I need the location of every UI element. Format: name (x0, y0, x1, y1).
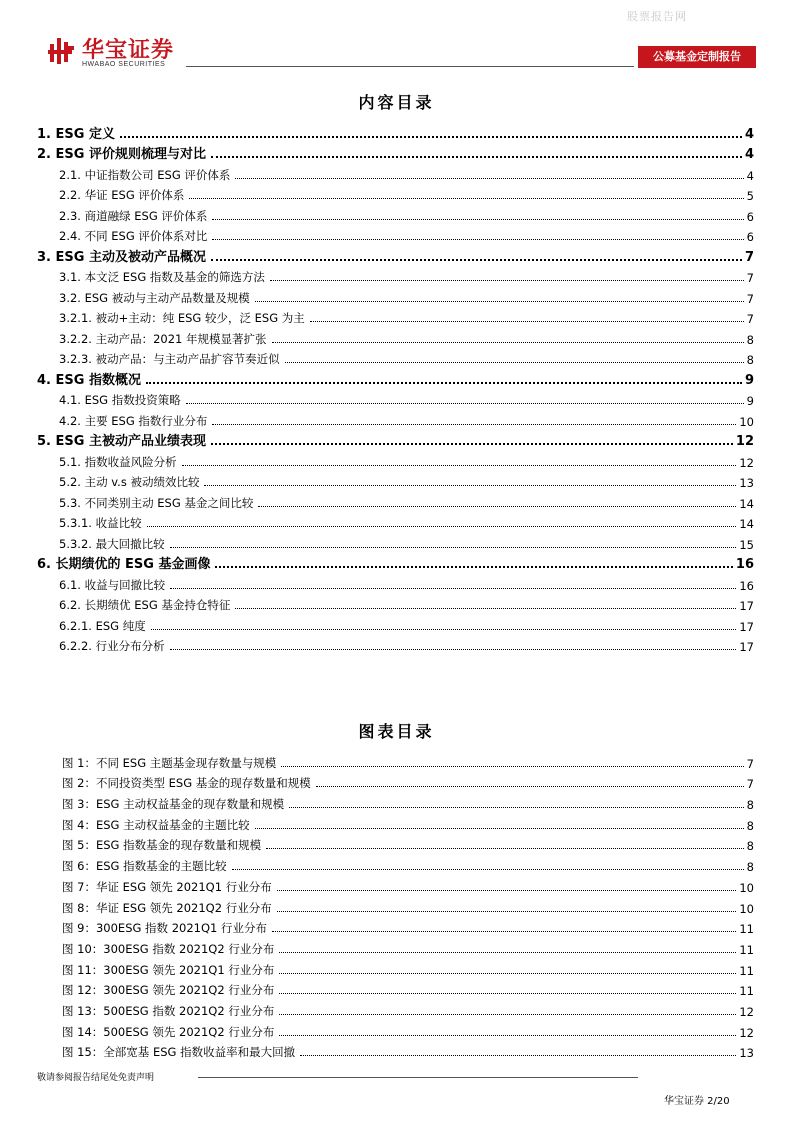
dot-leader (211, 443, 733, 445)
figure-entry[interactable] (62, 791, 754, 812)
dot-leader (266, 848, 744, 849)
toc-entry[interactable] (37, 183, 754, 204)
dot-leader (255, 828, 744, 829)
figure-entry-label: 图 5：ESG 指数基金的现存数量和规模 (62, 838, 262, 853)
toc-entry[interactable] (37, 408, 754, 429)
dot-leader (204, 485, 736, 486)
figure-entry-label: 图 9：300ESG 指数 2021Q1 行业分布 (62, 921, 267, 936)
toc-entry-label: 2. ESG 评价规则梳理与对比 (37, 143, 208, 162)
figure-entry-page-number: 10 (739, 880, 754, 895)
figure-entry-label: 图 3：ESG 主动权益基金的现存数量和规模 (62, 797, 285, 812)
figure-entry[interactable] (62, 998, 754, 1019)
figure-entry-page-number: 11 (739, 963, 754, 978)
figure-entry[interactable] (62, 957, 754, 978)
figure-entry-page-number: 12 (739, 1004, 754, 1019)
figure-entry-label: 图 13：500ESG 指数 2021Q2 行业分布 (62, 1003, 275, 1018)
toc-entry[interactable] (37, 203, 754, 224)
figure-entry-page-number: 8 (746, 818, 754, 833)
dot-leader (189, 198, 743, 199)
figure-entry-page-number: 11 (739, 942, 754, 957)
list-of-figures (62, 750, 754, 1060)
toc-entry[interactable] (37, 429, 754, 450)
dot-leader (310, 321, 744, 322)
dot-leader (232, 869, 744, 870)
figure-entry-page-number: 10 (739, 901, 754, 916)
dot-leader (300, 1055, 736, 1056)
figure-entry-label: 图 4：ESG 主动权益基金的主题比较 (62, 817, 250, 832)
toc-entry-page-number: 14 (739, 517, 754, 531)
dot-leader (285, 362, 744, 363)
dot-leader (151, 629, 737, 630)
toc-entry-label: 1. ESG 定义 (37, 123, 117, 142)
dot-leader (170, 649, 737, 650)
figure-entry-page-number: 11 (739, 984, 754, 999)
dot-leader (279, 1035, 736, 1036)
toc-entry[interactable] (37, 265, 754, 286)
dot-leader (277, 890, 737, 891)
figures-title: 图表目录 (358, 722, 435, 741)
figure-entry[interactable] (62, 916, 754, 937)
toc-entry[interactable] (37, 470, 754, 491)
toc-entry-page-number: 6 (746, 209, 754, 224)
figure-entry-page-number: 11 (739, 922, 754, 937)
toc-entry[interactable] (37, 306, 754, 327)
figure-entry[interactable] (62, 1040, 754, 1061)
toc-entry[interactable] (37, 367, 754, 388)
toc-entry-label: 4. ESG 指数概况 (37, 369, 143, 388)
toc-entry-label: 5.2. 主动 v.s 被动绩效比较 (59, 475, 200, 489)
dot-leader (215, 566, 732, 568)
figure-entry[interactable] (62, 1019, 754, 1040)
toc-entry-page-number: 17 (739, 640, 754, 654)
dot-leader (279, 1014, 736, 1015)
toc-entry[interactable] (37, 347, 754, 368)
dot-leader (170, 547, 737, 548)
figure-entry-label: 图 1：不同 ESG 主题基金现存数量与规模 (62, 755, 277, 770)
figure-entry[interactable] (62, 833, 754, 854)
toc-entry-page-number: 12 (735, 434, 754, 449)
figure-entry-label: 图 2：不同投资类型 ESG 基金的现存数量和规模 (62, 776, 311, 791)
toc-entry[interactable] (37, 285, 754, 306)
figure-entry[interactable] (62, 895, 754, 916)
dot-leader (235, 608, 736, 609)
dot-leader (170, 588, 736, 589)
figure-entry-page-number: 13 (739, 1046, 754, 1061)
report-type-badge: 公募基金定制报告 (638, 46, 756, 68)
footer-divider (198, 1077, 638, 1078)
toc-entry-label: 3. ESG 主动及被动产品概况 (37, 246, 208, 265)
toc-title: 内容目录 (358, 93, 435, 112)
dot-leader (279, 952, 736, 953)
figure-entry-page-number: 8 (746, 860, 754, 875)
toc-entry-label: 4.2. 主要 ESG 指数行业分布 (59, 413, 208, 428)
toc-entry[interactable] (37, 490, 754, 511)
toc-entry-label: 2.1. 中证指数公司 ESG 评价体系 (59, 167, 231, 182)
company-logo (48, 33, 238, 73)
figure-entry-label: 图 11：300ESG 领先 2021Q1 行业分布 (62, 962, 275, 977)
toc-entry-page-number: 8 (746, 332, 754, 347)
toc-entry-page-number: 5 (746, 189, 754, 203)
toc-entry-page-number: 4 (746, 168, 754, 183)
toc-entry[interactable] (37, 326, 754, 347)
toc-entry-label: 2.4. 不同 ESG 评价体系对比 (59, 229, 208, 243)
toc-entry-label: 5.3.2. 最大回撤比较 (59, 536, 165, 551)
company-name-en: HWABAO SECURITIES (82, 61, 166, 68)
figure-entry-label: 图 10：300ESG 指数 2021Q2 行业分布 (62, 941, 275, 956)
table-of-contents (37, 121, 754, 654)
dot-leader (212, 219, 743, 220)
toc-entry-page-number: 8 (746, 353, 754, 367)
toc-entry[interactable] (37, 162, 754, 183)
dot-leader (212, 239, 743, 240)
dot-leader (279, 993, 736, 994)
dot-leader (289, 807, 744, 808)
toc-entry-page-number: 6 (746, 230, 754, 244)
toc-entry-page-number: 10 (739, 414, 754, 429)
toc-entry[interactable] (37, 552, 754, 573)
figure-entry-label: 图 6：ESG 指数基金的主题比较 (62, 859, 227, 874)
dot-leader (272, 931, 736, 932)
dot-leader (146, 382, 742, 384)
dot-leader (147, 526, 737, 527)
dot-leader (279, 973, 736, 974)
dot-leader (277, 911, 737, 912)
figure-entry[interactable] (62, 853, 754, 874)
figure-entry-page-number: 8 (746, 798, 754, 813)
toc-entry[interactable] (37, 121, 754, 142)
toc-entry[interactable] (37, 224, 754, 245)
dot-leader (212, 424, 736, 425)
figure-entry[interactable] (62, 874, 754, 895)
toc-entry[interactable] (37, 613, 754, 634)
toc-entry-label: 6.2.2. 行业分布分析 (59, 639, 165, 653)
toc-entry[interactable] (37, 449, 754, 470)
header-divider (186, 66, 634, 67)
dot-leader (120, 136, 742, 138)
toc-entry[interactable] (37, 142, 754, 163)
toc-entry-page-number: 9 (746, 394, 754, 408)
toc-entry-label: 2.2. 华证 ESG 评价体系 (59, 188, 185, 202)
toc-entry-page-number: 9 (744, 372, 754, 388)
toc-entry-page-number: 15 (739, 537, 754, 552)
dot-leader (186, 403, 744, 404)
toc-entry-page-number: 12 (739, 455, 754, 470)
toc-entry[interactable] (37, 531, 754, 552)
toc-entry-page-number: 16 (735, 557, 754, 572)
toc-entry[interactable] (37, 388, 754, 409)
toc-entry-label: 5. ESG 主被动产品业绩表现 (37, 430, 208, 449)
dot-leader (255, 301, 744, 302)
figure-entry[interactable] (62, 812, 754, 833)
dot-leader (281, 766, 743, 767)
toc-entry-label: 3.2.1. 被动+主动：纯 ESG 较少，泛 ESG 为主 (59, 311, 305, 325)
toc-entry-label: 5.3.1. 收益比较 (59, 516, 142, 530)
toc-entry-label: 3.1. 本文泛 ESG 指数及基金的筛选方法 (59, 270, 265, 284)
toc-entry-label: 6.2. 长期绩优 ESG 基金持仓特征 (59, 598, 231, 612)
toc-entry-label: 5.1. 指数收益风险分析 (59, 454, 177, 469)
toc-entry-page-number: 4 (744, 126, 754, 142)
toc-entry-page-number: 14 (739, 496, 754, 511)
figure-entry-label: 图 12：300ESG 领先 2021Q2 行业分布 (62, 983, 275, 998)
toc-entry-page-number: 17 (739, 599, 754, 613)
toc-entry-page-number: 7 (744, 249, 754, 265)
page-info: 华宝证券 2/20 (664, 1096, 730, 1107)
toc-entry-label: 3.2. ESG 被动与主动产品数量及规模 (59, 290, 250, 305)
toc-entry-page-number: 7 (746, 312, 754, 326)
toc-entry-label: 3.2.2. 主动产品：2021 年规模显著扩张 (59, 331, 267, 346)
dot-leader (211, 259, 742, 261)
figure-entry-label: 图 7：华证 ESG 领先 2021Q1 行业分布 (62, 879, 272, 894)
figure-entry-label: 图 8：华证 ESG 领先 2021Q2 行业分布 (62, 900, 272, 915)
hwabao-logo-icon (48, 36, 76, 66)
dot-leader (270, 280, 744, 281)
dot-leader (258, 506, 736, 507)
toc-entry-page-number: 7 (746, 271, 754, 285)
figure-entry-label: 图 15：全部宽基 ESG 指数收益率和最大回撤 (62, 1045, 296, 1060)
figure-entry[interactable] (62, 750, 754, 771)
toc-entry-page-number: 13 (739, 476, 754, 490)
disclaimer-note: 敬请参阅报告结尾处免责声明 (37, 1073, 155, 1083)
toc-entry[interactable] (37, 511, 754, 532)
dot-leader (272, 342, 744, 343)
toc-entry-label: 6. 长期绩优的 ESG 基金画像 (37, 553, 212, 572)
dot-leader (211, 156, 742, 158)
toc-entry-page-number: 7 (746, 291, 754, 306)
figure-entry-page-number: 7 (746, 756, 754, 771)
toc-entry[interactable] (37, 593, 754, 614)
toc-entry[interactable] (37, 634, 754, 655)
toc-entry[interactable] (37, 244, 754, 265)
dot-leader (316, 786, 744, 787)
figure-entry-page-number: 8 (746, 839, 754, 854)
toc-entry-label: 4.1. ESG 指数投资策略 (59, 393, 181, 407)
figure-entry[interactable] (62, 978, 754, 999)
company-name-cn: 华宝证券 (82, 38, 175, 63)
figure-entry-page-number: 7 (746, 777, 754, 792)
toc-entry-label: 5.3. 不同类别主动 ESG 基金之间比较 (59, 495, 254, 510)
toc-entry-label: 2.3. 商道融绿 ESG 评价体系 (59, 208, 208, 223)
toc-entry-page-number: 4 (744, 147, 754, 162)
figure-entry-label: 图 14：500ESG 领先 2021Q2 行业分布 (62, 1024, 275, 1039)
figure-entry-page-number: 12 (739, 1025, 754, 1040)
toc-entry-label: 6.1. 收益与回撤比较 (59, 577, 166, 592)
toc-entry-page-number: 17 (739, 619, 754, 634)
dot-leader (235, 178, 743, 179)
toc-entry-page-number: 16 (739, 578, 754, 593)
figure-entry[interactable] (62, 936, 754, 957)
toc-entry-label: 6.2.1. ESG 纯度 (59, 618, 146, 633)
dot-leader (182, 465, 737, 466)
toc-entry[interactable] (37, 572, 754, 593)
figure-entry[interactable] (62, 771, 754, 792)
watermark-text: 股票报告网 (627, 10, 687, 23)
toc-entry-label: 3.2.3. 被动产品：与主动产品扩容节奏近似 (59, 352, 280, 366)
